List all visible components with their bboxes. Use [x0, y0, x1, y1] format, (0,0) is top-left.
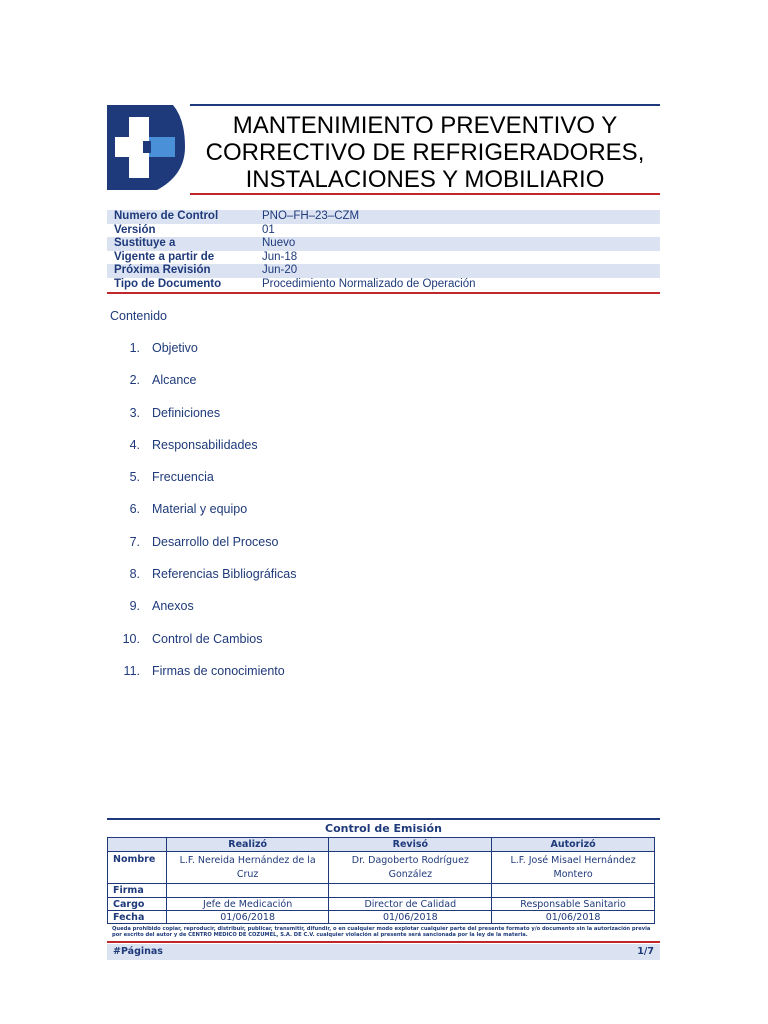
emission-title: Control de Emisión: [325, 822, 442, 835]
cell-value: Jefe de Medicación: [166, 898, 329, 911]
signature-cell: [329, 884, 492, 898]
toc-label: Firmas de conocimiento: [152, 663, 285, 678]
title-rule-bottom: [190, 193, 660, 195]
cell-value: 01/06/2018: [329, 911, 492, 924]
toc-label: Material y equipo: [152, 502, 248, 517]
toc-label: Definiciones: [152, 405, 221, 420]
cell-value: Director de Calidad: [329, 898, 492, 911]
toc-label: Alcance: [152, 373, 197, 388]
firma-row: [108, 884, 655, 898]
legal-notice: Queda prohibido copiar, reproducir, distribuir, publicar, transmitir, difundir, o en cualquier modo explotar cualquier parte del presente formato y/o documento sin la autorización previa por escrito del autor y de CENTRO MEDICO DE COZUMEL, S.A. DE C.V. cualquier violación al presente será sancionada por la ley de la materia.: [112, 926, 651, 938]
cell-value: Dr. Dagoberto Rodríguez González: [329, 852, 492, 884]
toc-item[interactable]: [118, 599, 297, 631]
signature-cell: [492, 884, 655, 898]
toc-number: 9.: [129, 599, 140, 614]
toc-number: 2.: [129, 373, 140, 388]
toc-item[interactable]: [118, 406, 297, 438]
footer-rule: [107, 941, 660, 943]
toc-number: 8.: [129, 567, 140, 582]
row-label: Firma: [108, 884, 167, 898]
title-line: INSTALACIONES Y MOBILIARIO: [245, 166, 605, 193]
toc-item[interactable]: [118, 502, 297, 534]
cell-value: L.F. Nereida Hernández de la Cruz: [166, 852, 329, 884]
toc-label: Anexos: [152, 599, 194, 614]
toc-label: Frecuencia: [152, 470, 214, 485]
toc-label: Objetivo: [152, 341, 198, 355]
toc-label: Referencias Bibliográficas: [152, 567, 297, 582]
document-title: [190, 112, 660, 193]
cell-value: 01/06/2018: [492, 911, 655, 924]
title-rule-top: [190, 104, 660, 106]
toc-item[interactable]: [118, 535, 297, 567]
meta-label: Tipo de Documento: [114, 277, 222, 290]
row-label: Cargo: [108, 898, 167, 911]
column-header: Revisó: [329, 838, 492, 852]
column-header: Realizó: [166, 838, 329, 852]
title-line: MANTENIMIENTO PREVENTIVO Y: [232, 112, 618, 139]
page-footer: [107, 944, 660, 960]
page-counter: 1/7: [637, 946, 654, 957]
meta-label: Versión: [114, 223, 156, 236]
toc-item[interactable]: [118, 632, 297, 664]
cargo-row: [108, 898, 655, 911]
meta-value: Jun-20: [262, 264, 298, 276]
toc-label: Responsabilidades: [152, 437, 258, 452]
toc-number: 3.: [129, 405, 140, 420]
signature-cell: [166, 884, 329, 898]
meta-row: [107, 210, 660, 224]
meta-row: [107, 237, 660, 251]
toc-number: 11.: [123, 663, 140, 678]
toc-item[interactable]: [118, 470, 297, 502]
emission-table: [107, 837, 655, 924]
cross-logo: [107, 105, 185, 190]
header-blank: [108, 838, 167, 852]
row-label: Fecha: [108, 911, 167, 924]
column-header: Autorizó: [492, 838, 655, 852]
toc-number: 1.: [129, 341, 140, 355]
toc-label: Desarrollo del Proceso: [152, 534, 279, 549]
toc-item[interactable]: [118, 438, 297, 470]
fecha-row: [108, 911, 655, 924]
meta-row: [107, 224, 660, 238]
cell-value: Responsable Sanitario: [492, 898, 655, 911]
toc-label: Control de Cambios: [152, 631, 263, 646]
toc-number: 10.: [122, 631, 140, 646]
row-label: Nombre: [108, 852, 167, 884]
meta-rule: [107, 292, 660, 294]
meta-value: Nuevo: [262, 237, 296, 249]
toc-number: 6.: [129, 502, 140, 517]
meta-label: Numero de Control: [114, 210, 219, 222]
table-of-contents: [118, 341, 297, 696]
nombre-row: [108, 852, 655, 884]
cell-value: L.F. José Misael Hernández Montero: [492, 852, 655, 884]
emission-control: [107, 818, 660, 924]
meta-label: Sustituye a: [114, 237, 176, 249]
meta-value: 01: [262, 223, 275, 236]
meta-label: Vigente a partir de: [114, 250, 215, 263]
toc-item[interactable]: [118, 664, 297, 696]
metadata-table: [107, 210, 660, 291]
contents-heading: Contenido: [110, 309, 167, 323]
toc-item[interactable]: [118, 373, 297, 405]
meta-value: Jun-18: [262, 250, 298, 263]
meta-row: [107, 264, 660, 278]
cell-value: 01/06/2018: [166, 911, 329, 924]
toc-number: 5.: [129, 470, 140, 485]
meta-value: Procedimiento Normalizado de Operación: [262, 277, 476, 290]
meta-row: [107, 251, 660, 265]
pages-label: #Páginas: [113, 946, 163, 957]
toc-number: 4.: [129, 437, 140, 452]
meta-value: PNO–FH–23–CZM: [262, 210, 360, 222]
toc-item[interactable]: [118, 341, 297, 373]
title-line: CORRECTIVO DE REFRIGERADORES,: [205, 139, 645, 166]
meta-row: [107, 278, 660, 292]
toc-number: 7.: [129, 534, 140, 549]
emission-header-row: [108, 838, 655, 852]
toc-item[interactable]: [118, 567, 297, 599]
meta-label: Próxima Revisión: [114, 264, 211, 276]
